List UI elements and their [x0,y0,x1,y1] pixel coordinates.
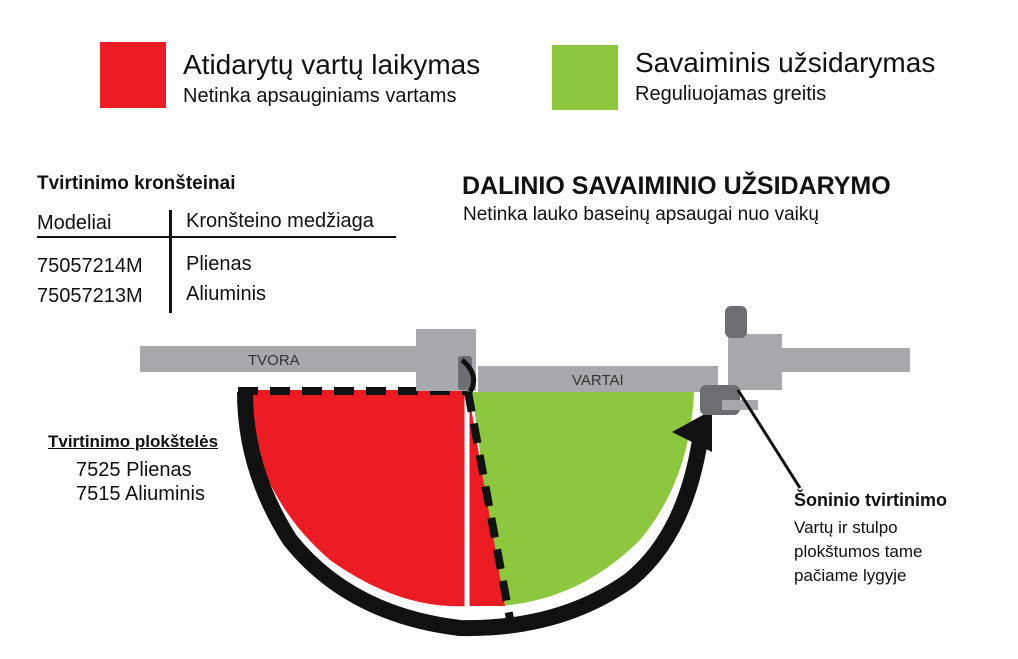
plates-row-1-code: 7525 [76,459,121,481]
gate-label: VARTAI [572,372,624,389]
plates-row-1 [76,459,192,482]
brackets-header-material: Kronšteino medžiaga [186,210,374,232]
brackets-row-2-model: 75057213M [37,285,143,307]
brackets-header-models: Modeliai [37,212,112,234]
side-mount-pointer [738,390,800,488]
legend-self-close-subtitle: Reguliuojamas greitis [635,83,827,105]
fence-label: TVORA [248,352,300,369]
latch-post [728,334,782,390]
diagram-heading: DALINIO SAVAIMINIO UŽSIDARYMO [462,172,891,200]
side-mount-note: Vartų ir stulpo plokštumos tame pačiame lygyje [794,518,923,585]
latch-bolt [722,400,758,410]
plates-title: Tvirtinimo plokštelės [48,432,219,451]
brackets-row-1-model: 75057214M [37,255,143,277]
brackets-row-1-material: Plienas [186,253,252,275]
legend-self-close-title: Savaiminis užsidarymas [635,47,936,78]
brackets-title: Tvirtinimo kronšteinai [37,173,236,194]
plates-row-1-material: Plienas [126,459,192,481]
latch-cap [725,306,747,338]
plates-row-2 [76,483,205,506]
plates-row-2-material: Aliuminis [124,483,205,505]
self-close-zone [472,392,694,606]
brackets-row-2-material: Aliuminis [186,283,267,305]
legend-hold-open-subtitle: Netinka apsauginiams vartams [183,85,457,107]
plates-row-2-code: 7515 [76,483,121,505]
fence-bar-right [780,348,910,372]
legend-hold-open-title: Atidarytų vartų laikymas [183,49,481,80]
diagram-subheading: Netinka lauko baseinų apsaugai nuo vaikų [463,204,819,225]
side-mount-title: Šoninio tvirtinimo [794,490,947,510]
